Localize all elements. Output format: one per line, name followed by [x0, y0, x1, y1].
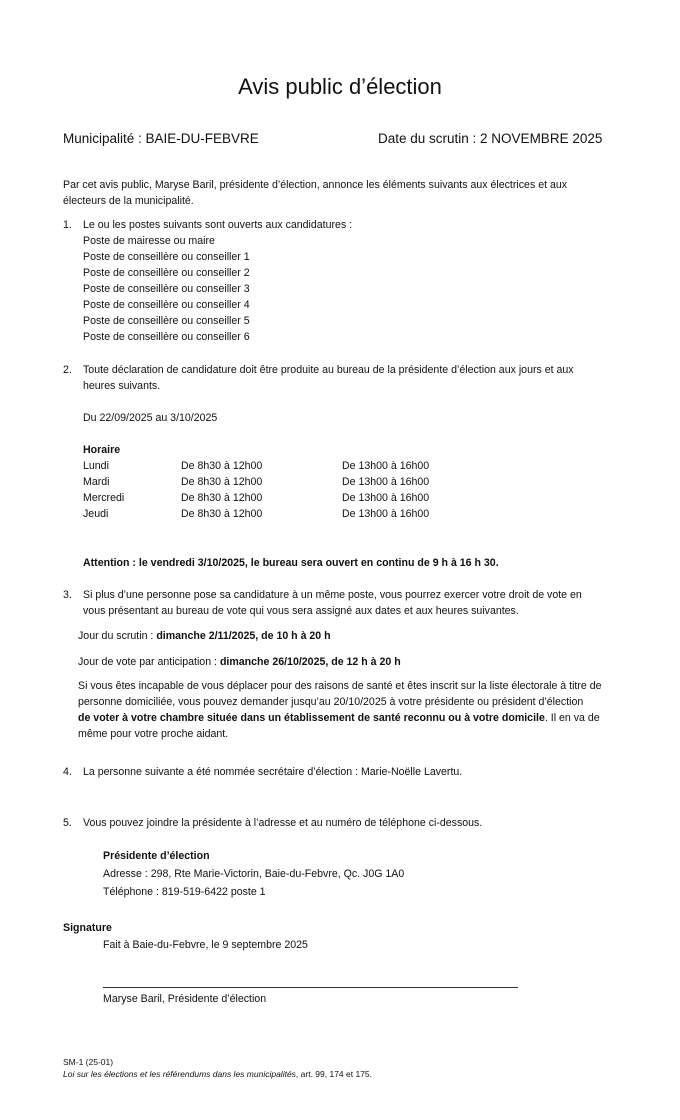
schedule-day: Jeudi — [83, 508, 109, 520]
schedule-morning: De 8h30 à 12h00 — [181, 460, 263, 472]
schedule-morning: De 8h30 à 12h00 — [181, 508, 263, 520]
law-title: Loi sur les élections et les référendums dans les municipalités — [63, 1069, 296, 1079]
section-number-1: 1. — [63, 219, 72, 231]
page-title: Avis public d’élection — [238, 74, 442, 99]
post-item: Poste de conseillère ou conseiller 6 — [83, 331, 250, 343]
nomination-period: Du 22/09/2025 au 3/10/2025 — [83, 412, 218, 424]
municipality-label: Municipalité : BAIE-DU-FEBVRE — [63, 131, 259, 146]
health-paragraph-line-2: personne domiciliée, vous pouvez demander jusqu’au 20/10/2025 à votre présidente ou président d’élection — [78, 696, 584, 708]
intro-line-1: Par cet avis public, Maryse Baril, présidente d’élection, annonce les éléments suivants aux électrices et aux — [63, 179, 568, 191]
schedule-afternoon: De 13h00 à 16h00 — [342, 508, 430, 520]
law-articles: , art. 99, 174 et 175. — [295, 1069, 373, 1079]
section-1-text: Le ou les postes suivants sont ouverts aux candidatures : — [83, 219, 353, 231]
schedule-afternoon: De 13h00 à 16h00 — [342, 492, 430, 504]
post-item: Poste de conseillère ou conseiller 4 — [83, 299, 250, 311]
section-number-2: 2. — [63, 364, 72, 376]
contact-phone: Téléphone : 819-519-6422 poste 1 — [103, 886, 266, 898]
schedule-day: Mercredi — [83, 492, 125, 504]
polling-day-value: dimanche 2/11/2025, de 10 h à 20 h — [156, 630, 331, 642]
section-2-line-2: heures suivants. — [83, 380, 161, 392]
health-paragraph-line-1: Si vous êtes incapable de vous déplacer pour des raisons de santé et êtes inscrit sur la liste électorale à titre de — [78, 680, 602, 692]
health-paragraph-line-3 — [78, 710, 600, 726]
advance-poll-day — [78, 654, 401, 670]
post-item: Poste de conseillère ou conseiller 1 — [83, 251, 250, 263]
polling-day-label: Jour du scrutin : — [78, 630, 157, 642]
signature-heading: Signature — [63, 922, 112, 934]
election-date-label: Date du scrutin : 2 NOVEMBRE 2025 — [378, 131, 603, 146]
section-3-line-2: vous présentant au bureau de vote qui vous sera assigné aux dates et aux heures suivantes. — [83, 605, 519, 617]
health-paragraph-bold: de voter à votre chambre située dans un établissement de santé reconnu ou à votre domicile — [78, 712, 545, 724]
schedule-day: Mardi — [83, 476, 110, 488]
section-number-4: 4. — [63, 766, 72, 778]
section-number-5: 5. — [63, 817, 72, 829]
schedule-heading: Horaire — [83, 444, 121, 456]
contact-address: Adresse : 298, Rte Marie-Victorin, Baie-du-Febvre, Qc. J0G 1A0 — [103, 868, 405, 880]
law-reference — [63, 1069, 372, 1080]
attention-notice: Attention : le vendredi 3/10/2025, le bureau sera ouvert en continu de 9 h à 16 h 30. — [83, 557, 499, 569]
section-5-text: Vous pouvez joindre la présidente à l’adresse et au numéro de téléphone ci-dessous. — [83, 817, 483, 829]
post-item: Poste de conseillère ou conseiller 2 — [83, 267, 250, 279]
signature-line — [103, 987, 518, 988]
section-2-line-1: Toute déclaration de candidature doit être produite au bureau de la présidente d’élection aux jours et aux — [83, 364, 574, 376]
advance-poll-value: dimanche 26/10/2025, de 12 h à 20 h — [219, 656, 401, 668]
post-item: Poste de conseillère ou conseiller 3 — [83, 283, 250, 295]
schedule-day: Lundi — [83, 460, 109, 472]
schedule-afternoon: De 13h00 à 16h00 — [342, 460, 430, 472]
post-item: Poste de conseillère ou conseiller 5 — [83, 315, 250, 327]
signer-name: Maryse Baril, Présidente d’élection — [103, 993, 267, 1005]
section-number-3: 3. — [63, 589, 72, 601]
schedule-morning: De 8h30 à 12h00 — [181, 476, 263, 488]
intro-line-2: électeurs de la municipalité. — [63, 195, 194, 207]
health-paragraph-line-4: même pour votre proche aidant. — [78, 728, 229, 740]
signature-place-date: Fait à Baie-du-Febvre, le 9 septembre 2025 — [103, 939, 308, 951]
contact-heading: Présidente d’élection — [103, 850, 210, 862]
form-code: SM-1 (25-01) — [63, 1057, 114, 1067]
advance-poll-label: Jour de vote par anticipation : — [78, 656, 220, 668]
schedule-morning: De 8h30 à 12h00 — [181, 492, 263, 504]
health-paragraph-rest: . Il en va de — [544, 712, 600, 724]
section-4-text: La personne suivante a été nommée secrétaire d’élection : Marie-Noëlle Lavertu. — [83, 766, 463, 778]
schedule-afternoon: De 13h00 à 16h00 — [342, 476, 430, 488]
section-3-line-1: Si plus d’une personne pose sa candidature à un même poste, vous pourrez exercer votre droit de vote en — [83, 589, 582, 601]
polling-day — [78, 628, 331, 644]
post-item: Poste de mairesse ou maire — [83, 235, 215, 247]
